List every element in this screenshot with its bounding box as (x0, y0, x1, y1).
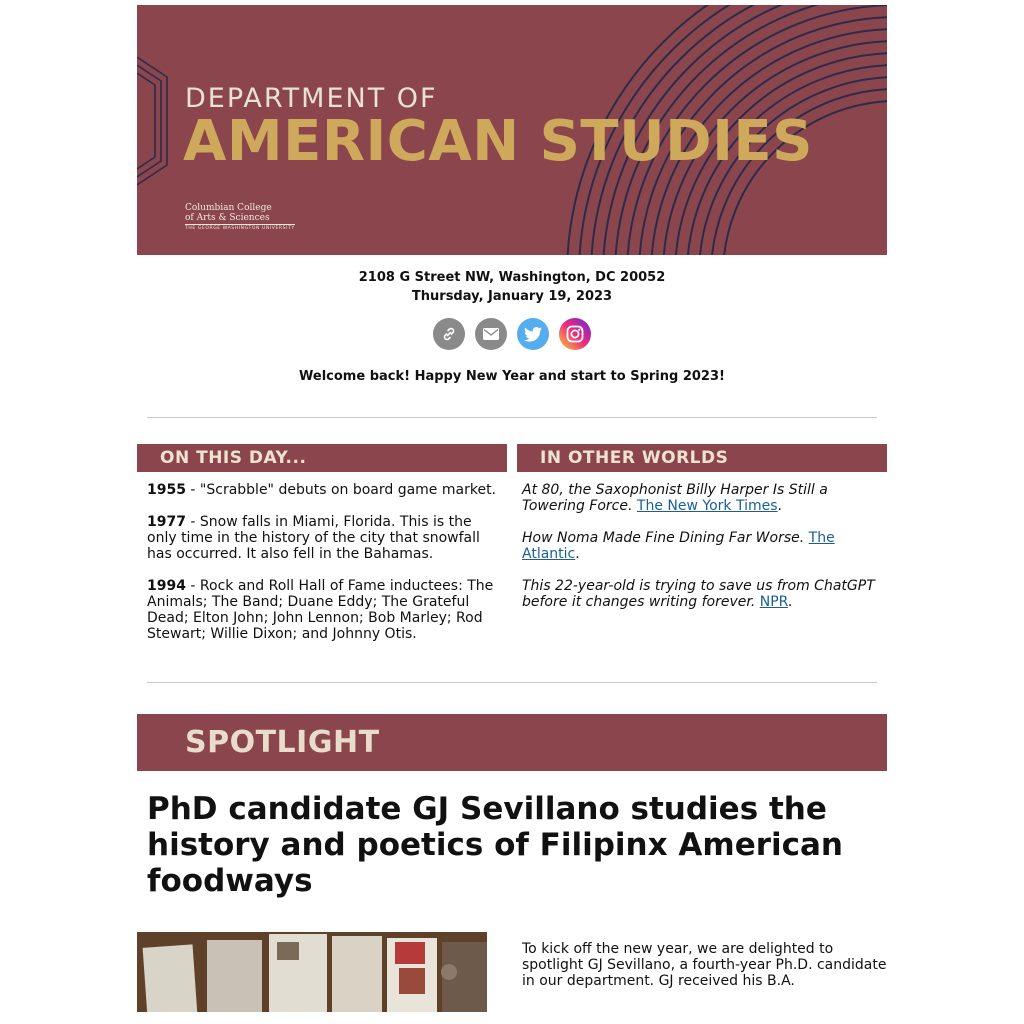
link-icon[interactable] (433, 318, 465, 350)
list-item (147, 578, 497, 642)
list-item: How Noma Made Fine Dining Far Worse. The Atlantic. (522, 530, 835, 562)
on-this-day-heading: ON THIS DAY... (137, 444, 507, 472)
article-title: At 80, the Saxophonist Billy Harper Is Still a Towering Force. (522, 482, 828, 514)
other-worlds-list (517, 472, 887, 610)
spotlight-body (137, 932, 887, 1012)
twitter-icon[interactable] (517, 318, 549, 350)
header-banner (137, 5, 887, 255)
spotlight-heading: SPOTLIGHT (137, 714, 887, 771)
event-text: - Snow falls in Miami, Florida. This is the only time in the history of the city that snowfall has occurred. It also fell in the Bahamas. (147, 514, 480, 562)
address: 2108 G Street NW, Washington, DC 20052 (358, 270, 666, 285)
spotlight-intro: To kick off the new year, we are delighted to spotlight GJ Sevillano, a fourth-year Ph.D. candidate in our department. GJ received his B.A. (522, 941, 887, 989)
list-item: This 22-year-old is trying to save us from ChatGPT before it changes writing forever. NPR. (522, 578, 875, 610)
social-links (137, 318, 887, 350)
event-text: - "Scrabble" debuts on board game market. (185, 482, 497, 498)
newsletter (137, 5, 887, 1012)
instagram-icon[interactable] (559, 318, 591, 350)
other-worlds-heading: IN OTHER WORLDS (517, 444, 887, 472)
college-name (185, 203, 272, 223)
list-item (147, 514, 497, 562)
banner-subtitle: DEPARTMENT OF (185, 83, 438, 114)
divider (147, 682, 877, 683)
article-title: How Noma Made Fine Dining Far Worse. (522, 530, 805, 546)
on-this-day-list (137, 472, 507, 642)
article-title: This 22-year-old is trying to save us from ChatGPT before it changes writing forever. (522, 578, 875, 610)
on-this-day-column (137, 444, 507, 658)
header-info (137, 268, 887, 306)
event-year: 1977 (147, 514, 186, 530)
college-line-2: of Arts & Sciences (185, 213, 270, 223)
issue-date: Thursday, January 19, 2023 (411, 289, 613, 304)
list-item (147, 482, 497, 498)
two-column-section (137, 444, 887, 658)
spotlight-photo[interactable] (137, 932, 487, 1012)
event-year: 1955 (147, 482, 186, 498)
article-source-link[interactable]: NPR (759, 594, 788, 610)
event-text: - Rock and Roll Hall of Fame inductees: The Animals; The Band; Duane Eddy; The Grateful Dead; Elton John; John Lennon; Bob Marley; Rod Stewart; Willie Dixon; and Johnny Otis. (147, 578, 494, 642)
list-item: At 80, the Saxophonist Billy Harper Is Still a Towering Force. The New York Times. (522, 482, 828, 514)
university-name: THE GEORGE WASHINGTON UNIVERSITY (185, 226, 295, 231)
email-icon[interactable] (475, 318, 507, 350)
article-source-link[interactable]: The New York Times (636, 498, 778, 514)
other-worlds-column (517, 444, 887, 658)
college-line-1: Columbian College (185, 203, 272, 213)
welcome-message: Welcome back! Happy New Year and start to Spring 2023! (299, 369, 725, 384)
article-source-link[interactable]: The Atlantic (522, 530, 835, 562)
spotlight-headline[interactable]: PhD candidate GJ Sevillano studies the history and poetics of Filipinx American foodways (147, 791, 844, 899)
divider (147, 417, 877, 418)
event-year: 1994 (147, 578, 186, 594)
banner-title: AMERICAN STUDIES (183, 109, 813, 174)
